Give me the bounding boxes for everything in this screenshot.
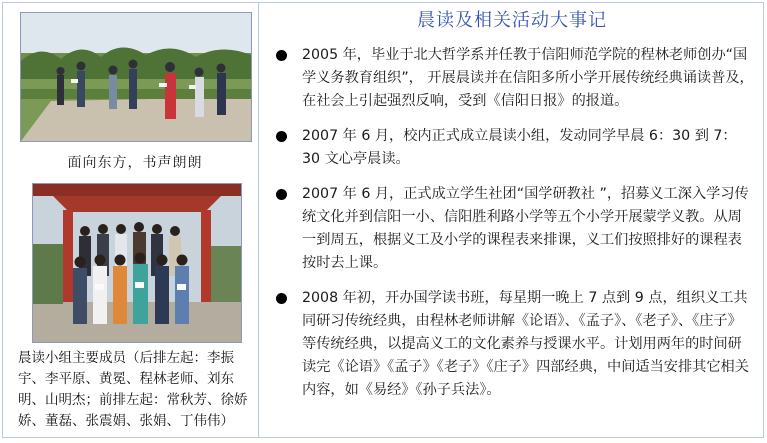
list-item <box>270 287 754 402</box>
event-text: 2007 年 6 月，正式成立学生社团“国学研教社 ”，招募义工深入学习传统文化并到信阳一小、信阳胜利路小学等五个小学开展蒙学义教。从周一到周五，根据义工及小学的课程表来排课，义工们按照排好的课程表按时去上课。 <box>302 186 749 271</box>
bullet-icon <box>276 189 287 200</box>
event-text: 2007 年 6 月，校内正式成立晨读小组，发动同学早晨 6：30 到 7：30 文心亭晨读。 <box>302 128 737 167</box>
bullet-icon <box>276 50 287 61</box>
list-item <box>270 44 754 113</box>
photo2-caption: 晨读小组主要成员（后排左起：李振宇、李平原、黄冕、程林老师、刘东明、山明杰；前排左起：常秋芳、徐娇娇、董磊、张震娟、张娟、丁伟伟） <box>18 350 248 429</box>
column-divider <box>258 2 259 438</box>
photo1-caption: 面向东方，书声朗朗 <box>67 155 203 171</box>
bullet-icon <box>276 293 287 304</box>
bullet-icon <box>276 131 287 142</box>
group-photo <box>32 183 242 343</box>
event-text: 2008 年初，开办国学读书班，每星期一晚上 7 点到 9 点，组织义工共同研习传统经典，由程林老师讲解《论语》、《孟子》、《老子》、《庄子》等传统经典，以提高义工的文化素养与授课水平。计划用两年的时间研读完《论语》《孟子》《老子》《庄子》四部经典，中间适当安排其它相关内容，如《易经》《孙子兵法》。 <box>302 290 749 398</box>
list-item <box>270 183 754 275</box>
morning-reading-photo <box>20 12 252 142</box>
page-title: 晨读及相关活动大事记 <box>417 10 607 31</box>
event-list <box>270 44 754 414</box>
list-item <box>270 125 754 171</box>
event-text: 2005 年，毕业于北大哲学系并任教于信阳师范学院的程林老师创办“国学义务教育组织”， 开展晨读并在信阳多所小学开展传统经典诵读普及，在社会上引起强烈反响，受到《信阳日报》的报道。 <box>302 47 754 109</box>
